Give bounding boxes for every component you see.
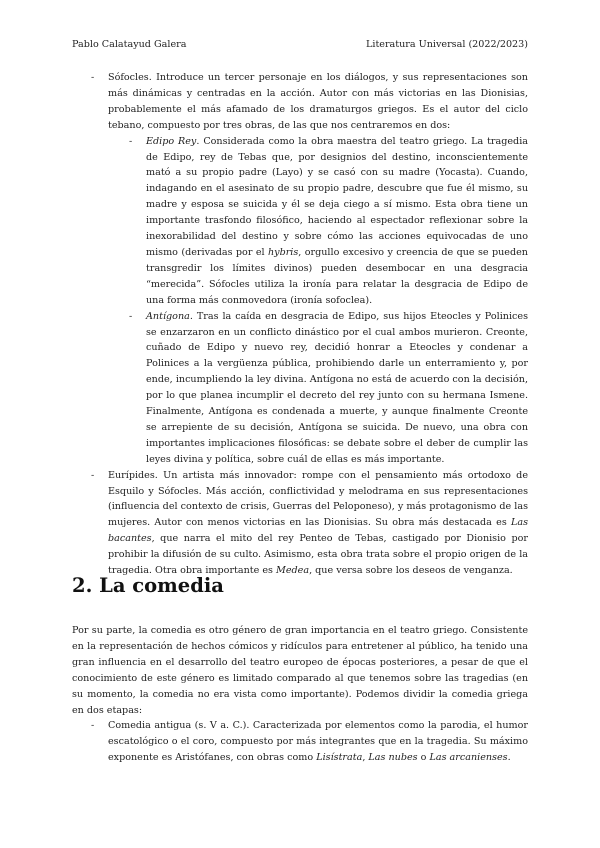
comedia-antigua-paragraph	[108, 718, 528, 766]
nubes-title: Las nubes	[368, 752, 418, 764]
header-course: Literatura Universal (2022/2023)	[366, 39, 528, 50]
antigona-title: Antígona	[146, 310, 190, 322]
separator-comma: ,	[362, 752, 369, 764]
list-bullet: -	[91, 720, 95, 732]
list-item-antigona	[72, 309, 528, 468]
hybris-term: hybris	[267, 246, 299, 258]
list-bullet: -	[129, 135, 133, 147]
comedia-antigua-text: Comedia antigua (s. V a. C.). Caracterizada por elementos como la parodia, el humor escatológico o el coro, compuesto por más integrantes que en la tragedia. Su máximo exponente es Aristófanes, con obras como	[108, 720, 528, 764]
arcanienses-title: Las arcanienses	[429, 752, 508, 764]
main-content	[72, 70, 528, 579]
separator-o: o	[417, 752, 430, 764]
header-author: Pablo Calatayud Galera	[72, 39, 187, 50]
list-item-edipo-rey	[72, 134, 528, 309]
euripides-text-a: Eurípides. Un artista más innovador: rompe con el pensamiento más ortodoxo de Esquilo y Sófocles. Más acción, conflictividad y melodrama en sus representaciones (influencia del contexto de crisis, Guerras del Peloponeso), y más protagonismo de las mujeres. Autor con menos victorias en las Dionisias. Su obra más destacada es	[108, 469, 528, 529]
antigona-text: . Tras la caída en desgracia de Edipo, sus hijos Eteocles y Polinices se enzarzaron en un conflicto dinástico por el cual ambos murieron. Creonte, cuñado de Edipo y nuevo rey, decidió honrar a Eteocles y condenar a Polinices a la vergüenza pública, prohibiendo darle un enterramiento y, por ende, incumpliendo la ley divina. Antígona no está de acuerdo con la decisión, por lo que planea incumplir el decreto del rey junto con su hermana Ismene. Finalmente, Antígona es condenada a muerte, y aunque finalmente Creonte se arrepiente de su decisión, Antígona se suicida. De nuevo, una obra con importantes implicaciones filosóficas: se debate sobre el deber de cumplir las leyes divina y política, sobre cuál de ellas es más importante.	[146, 310, 528, 465]
edipo-text-b: , orgullo excesivo y creencia de que se pueden transgredir los límites divinos) pueden desembocar en una desgracia “merecida”. Sófocles utiliza la ironía para relatar la desgracia de Edipo de una forma más conmovedora (ironía sofoclea).	[146, 246, 528, 306]
list-item-euripides	[72, 468, 528, 579]
bacantes-title: Las bacantes	[108, 517, 528, 545]
euripides-text-b: , que narra el mito del rey Penteo de Tebas, castigado por Dionisio por prohibir la difusión de su culto. Asimismo, esta obra trata sobre el propio origen de la tragedia. Otra obra importante es	[108, 533, 528, 577]
list-item-sofocles	[72, 70, 528, 134]
sentence-end: .	[507, 752, 511, 764]
list-item-comedia-antigua	[72, 718, 528, 766]
section-heading: 2. La comedia	[72, 574, 224, 597]
list-bullet: -	[91, 72, 95, 83]
edipo-text-a: . Considerada como la obra maestra del teatro griego. La tragedia de Edipo, rey de Tebas que, por designios del destino, inconscientemente mató a su propio padre (Layo) y se casó con su madre (Yocasta). Cuando, indagando en el asesinato de su propio padre, descubre que fue él mismo, su madre y esposa se suicida y él se deja ciego a sí mismo. Esta obra tiene un importante trasfondo filosófico, haciendo al espectador reflexionar sobre la inexorabilidad del destino y sobre cómo las acciones equivocadas de uno mismo (derivadas por el	[146, 135, 528, 258]
euripides-paragraph	[108, 468, 528, 579]
sofocles-paragraph: Sófocles. Introduce un tercer personaje en los diálogos, y sus representaciones son más dinámicas y centradas en la acción. Autor con más victorias en las Dionisias, probablemente el más afamado de los dramaturgos griegos. Es el autor del ciclo tebano, compuesto por tres obras, de las que nos centraremos en dos:	[108, 72, 528, 131]
edipo-title: Edipo Rey	[146, 135, 197, 147]
list-bullet: -	[129, 310, 133, 322]
comedia-intro-paragraph: Por su parte, la comedia es otro género de gran importancia en el teatro griego. Consistente en la representación de hechos cómicos y ridículos para entretener al público, ha tenido una gran influencia en el desarrollo del teatro europeo de épocas posteriores, a pesar de que el conocimiento de este género es limitado comparado al que tenemos sobre las tragedias (en su momento, la comedia no era vista como importante). Podemos dividir la comedia griega en dos etapas:	[72, 625, 528, 716]
list-bullet: -	[91, 469, 95, 481]
lisistrata-title: Lisístrata	[316, 752, 363, 764]
comedia-content	[72, 623, 528, 766]
medea-title: Medea	[276, 565, 310, 577]
euripides-text-c: , que versa sobre los deseos de venganza.	[309, 565, 513, 577]
antigona-paragraph	[146, 309, 528, 468]
page-header	[72, 39, 528, 51]
edipo-paragraph	[146, 134, 528, 309]
